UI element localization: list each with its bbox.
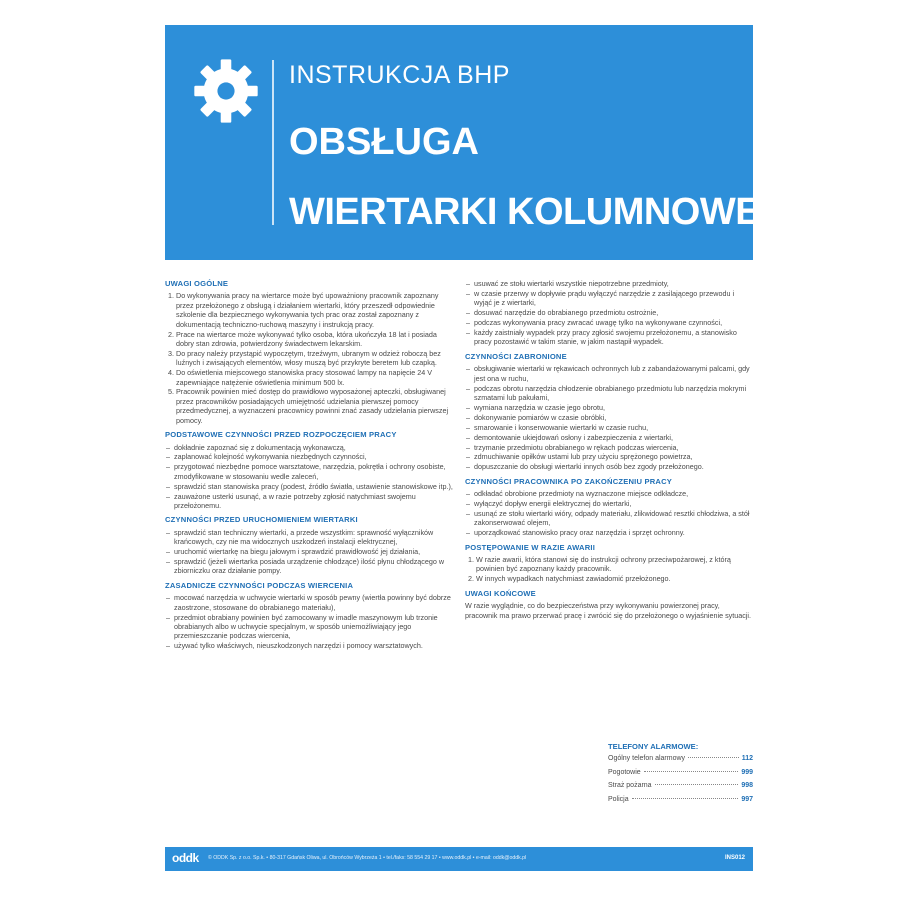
list-item: – usunąć ze stołu wiertarki wióry, odpady materiału, zlikwidować resztki chłodziwa, a stół zakonserwować olejem, — [474, 509, 753, 528]
list-item: – dokładnie zapoznać się z dokumentacją wykonawczą, — [174, 443, 455, 452]
before-start-list — [165, 528, 455, 576]
list-item: 1. W razie awarii, która stanowi się do instrukcji ochrony przeciwpożarowej, z którą powinien być zapoznany każdy pracownik. — [476, 555, 753, 574]
list-item: – obsługiwanie wiertarki w rękawicach ochronnych lub z zabandażowanymi palcami, gdy jest ona w ruchu, — [474, 364, 753, 383]
phone-label: Ogólny telefon alarmowy — [608, 755, 686, 762]
phone-number: 998 — [741, 782, 753, 789]
dot-leader — [688, 757, 739, 758]
phone-row — [608, 782, 753, 796]
phone-number: 999 — [741, 768, 753, 776]
section-heading-general: UWAGI OGÓLNE — [165, 279, 229, 288]
phone-row — [608, 755, 753, 769]
list-item: – przygotować niezbędne pomoce warsztatowe, narzędzia, pokrętła i ochrony osobiste, zmodyfikowane w stosowaniu wedle zaleceń, — [174, 462, 455, 481]
final-remarks-text: W razie wyglądnie, co do bezpieczeństwa przy wykonywaniu powierzonej pracy, pracownik ma prawo przerwać pracę i zwrócić się do przełożonego o wyjaśnienie sytuacji. — [465, 601, 752, 620]
phone-row — [608, 769, 753, 783]
list-item: – uporządkować stanowisko pracy oraz narzędzia i sprzęt ochronny. — [474, 528, 753, 537]
list-item: – zaplanować kolejność wykonywania niezbędnych czynności, — [174, 452, 455, 461]
list-item: – dokonywanie pomiarów w czasie obróbki, — [474, 413, 753, 422]
list-item: – każdy zaistniały wypadek przy pracy zgłosić swojemu przełożonemu, a stanowisko pracy pozostawić w takim stanie, w jakim nastąpił wypadek. — [474, 328, 753, 347]
list-item: – sprawdzić (jeżeli wiertarka posiada urządzenie chłodzące) ilość płynu chłodzącego w zbiorniczku oraz działanie pompy. — [174, 557, 455, 576]
phone-row — [608, 796, 753, 810]
list-item: 5. Pracownik powinien mieć dostęp do prawidłowo wyposażonej apteczki, obsługiwanej przez pracowników posiadających umiejętność udzielania pierwszej pomocy przedmedycznej, a wyznaczeni pracownicy powinni znać zasady udzielania pierwszej pomocy. — [176, 387, 455, 425]
dot-leader — [632, 798, 739, 799]
list-item: 2. Prace na wiertarce może wykonywać tylko osoba, która ukończyła 18 lat i posiada dobry stan zdrowia, potwierdzony świadectwem lekarskim. — [176, 330, 455, 349]
phone-label: Straż pożarna — [608, 782, 652, 789]
list-item: 3. Do pracy należy przystąpić wypoczętym, trzeźwym, ubranym w odzież roboczą bez luźnych i zwisających elementów, włosy muszą być przykryte beretem lub czapką. — [176, 349, 455, 368]
phone-number: 112 — [741, 755, 753, 762]
list-item: – odkładać obrobione przedmioty na wyznaczone miejsce odkładcze, — [474, 489, 753, 498]
phone-number: 997 — [741, 795, 753, 803]
section-heading-after-work: CZYNNOŚCI PRACOWNIKA PO ZAKOŃCZENIU PRACY — [465, 476, 673, 486]
dot-leader — [655, 784, 739, 785]
section-heading-before-work: PODSTAWOWE CZYNNOŚCI PRZED ROZPOCZĘCIEM PRACY — [165, 430, 397, 440]
list-item: – usuwać ze stołu wiertarki wszystkie niepotrzebne przedmioty, — [474, 279, 753, 288]
section-heading-before-start: CZYNNOŚCI PRZED URUCHOMIENIEM WIERTARKI — [165, 515, 358, 525]
instruction-sheet — [165, 25, 781, 875]
footer-contact-text: © ODDK Sp. z o.o. Sp.k. • 80-317 Gdańsk Oliwa, ul. Obrońców Wybrzeża 1 • tel./faks: 58 554 29 17 • www.oddk.pl • e-mail: oddk@oddk.pl — [208, 855, 527, 861]
list-item: – mocować narzędzia w uchwycie wiertarki w sposób pewny (wiertła powinny być dobrze zaostrzone, stosowane do obrabianego materiału), — [174, 593, 455, 612]
section-heading-forbidden: CZYNNOŚCI ZABRONIONE — [465, 351, 567, 361]
emergency-phones-box — [608, 742, 753, 809]
gear-icon — [193, 58, 259, 124]
list-item: – trzymanie przedmiotu obrabianego w rękach podczas wiercenia, — [474, 443, 753, 452]
list-item: – zdmuchiwanie opiłków ustami lub przy użyciu sprężonego powietrza, — [474, 452, 753, 461]
list-item: – sprawdzić stan stanowiska pracy (podest, źródło światła, ustawienie stanowiskowe itp.), — [174, 482, 455, 491]
list-item: – demontowanie ukiejdowań osłony i zabezpieczenia z wiertarki, — [474, 433, 753, 442]
left-column — [165, 279, 455, 651]
after-work-list — [465, 489, 753, 538]
failure-list — [465, 555, 753, 584]
phone-label: Pogotowie — [608, 768, 641, 776]
right-column — [465, 279, 753, 620]
document-code: INS012 — [724, 855, 745, 861]
list-item: – dosuwać narzędzie do obrabianego przedmiotu ostrożnie, — [474, 308, 753, 317]
header-title-line1: OBSŁUGA — [289, 121, 479, 163]
section-heading-final: UWAGI KOŃCOWE — [465, 588, 536, 598]
during-drilling-list — [165, 593, 455, 650]
list-item: 4. Do oświetlenia miejscowego stanowiska pracy stosować lampy na napięcie 24 V zapewniające natężenie oświetlenia minimum 500 lx. — [176, 368, 455, 387]
forbidden-list — [465, 364, 753, 471]
list-item: – podczas obrotu narzędzia chłodzenie obrabianego przedmiotu lub narzędzia mokrymi szmatami lub pakułami, — [474, 384, 753, 403]
drilling-continued-list — [465, 279, 753, 347]
section-heading-failure: POSTĘPOWANIE W RAZIE AWARII — [465, 542, 595, 552]
list-item: 1. Do wykonywania pracy na wiertarce może być upoważniony pracownik zapoznany przez przełożonego z obsługą i działaniem wiertarki, który przeszedł odpowiednie szkolenie dla bezpiecznego wykonywania tych prac oraz został zapoznany z dokumentacją techniczno-ruchową maszyny i instrukcją pracy. — [176, 291, 455, 329]
list-item: – podczas wykonywania pracy zwracać uwagę tylko na wykonywane czynności, — [474, 318, 753, 327]
list-item: – sprawdzić stan techniczny wiertarki, a przede wszystkim: sprawność wyłączników krańcowych, czy nie ma widocznych uszkodzeń instalacji elektrycznej, — [174, 528, 455, 547]
general-remarks-list — [165, 291, 455, 425]
list-item: – uruchomić wiertarkę na biegu jałowym i sprawdzić prawidłowość jej działania, — [174, 547, 455, 556]
header-subtitle: INSTRUKCJA BHP — [289, 61, 510, 89]
list-item: – wyłączyć dopływ energii elektrycznej do wiertarki, — [474, 499, 753, 508]
header-divider — [272, 60, 274, 225]
header-title-line2: WIERTARKI KOLUMNOWEJ — [289, 191, 781, 233]
emergency-phones-title: TELEFONY ALARMOWE: — [608, 742, 699, 751]
header-banner — [165, 25, 781, 260]
list-item: – smarowanie i konserwowanie wiertarki w czasie ruchu, — [474, 423, 753, 432]
list-item: – wymiana narzędzia w czasie jego obrotu, — [474, 403, 753, 412]
list-item: – w czasie przerwy w dopływie prądu wyłączyć narzędzie z zasilającego przewodu i wyjąć je z wiertarki, — [474, 289, 753, 308]
list-item: – przedmiot obrabiany powinien być zamocowany w imadle maszynowym lub trzonie obrabianych albo w uchwycie specjalnym, w sposób uniemożliwiający jego przemieszczanie podczas wiercenia, — [174, 613, 455, 641]
before-work-list — [165, 443, 455, 511]
list-item: – zauważone usterki usunąć, a w razie potrzeby zgłosić natychmiast swojemu przełożonemu. — [174, 492, 455, 511]
footer-bar — [165, 847, 753, 871]
section-heading-during-drilling: ZASADNICZE CZYNNOŚCI PODCZAS WIERCENIA — [165, 580, 354, 590]
list-item: – dopuszczanie do obsługi wiertarki innych osób bez zgody przełożonego. — [474, 462, 753, 471]
list-item: – używać tylko właściwych, nieuszkodzonych narzędzi i pomocy warsztatowych. — [174, 641, 455, 650]
list-item: 2. W innych wypadkach natychmiast zawiadomić przełożonego. — [476, 574, 753, 583]
dot-leader — [644, 771, 739, 772]
phone-label: Policja — [608, 795, 629, 803]
publisher-logo: oddk — [172, 851, 199, 865]
